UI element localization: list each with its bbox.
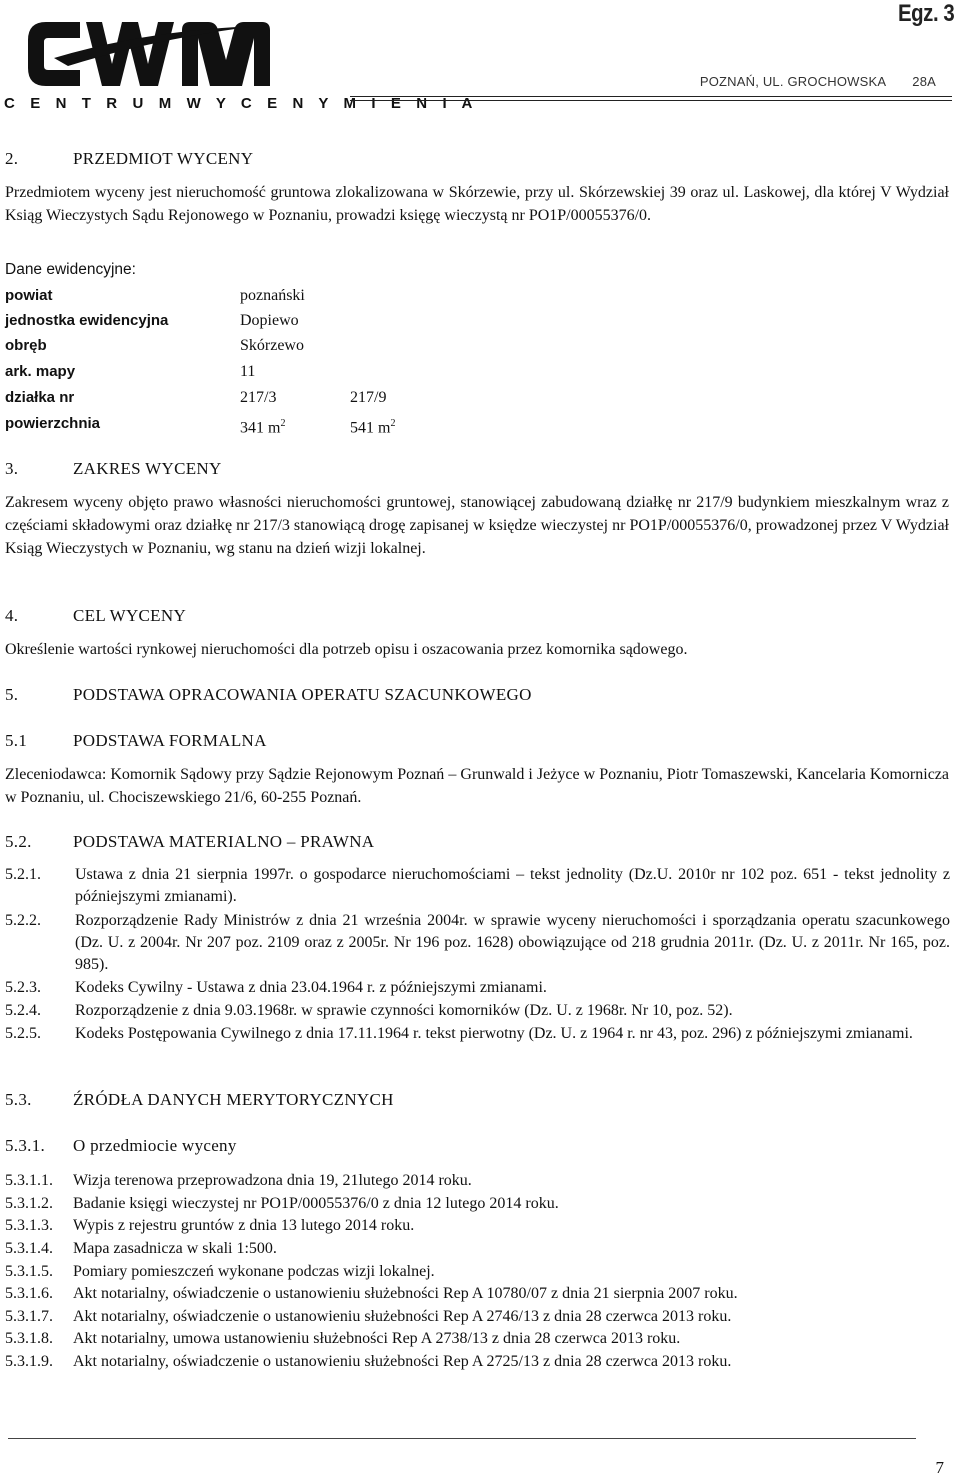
section-2-heading: 2. PRZEDMIOT WYCENY	[5, 149, 254, 168]
section-5-2-heading: 5.2. PODSTAWA MATERIALNO – PRAWNA	[5, 832, 375, 851]
logo-subtitle: C E N T R U M W Y C E N Y M I E N I A	[4, 95, 478, 112]
page-number: 7	[935, 1458, 944, 1477]
footer-divider	[8, 1438, 916, 1439]
company-logo	[4, 8, 478, 112]
dane-row: jednostka ewidencyjna Dopiewo	[5, 312, 299, 329]
cwm-logo-graphic	[4, 8, 478, 112]
dane-row: powiat poznański	[5, 287, 305, 304]
dane-row: ark. mapy 11	[5, 363, 256, 380]
section-5-1-paragraph: Zleceniodawca: Komornik Sądowy przy Sądzie Rejonowym Poznań – Grunwald i Jeżyce w Poznaniu, Piotr Tomaszewski, Kancelaria Komornicza w Poznaniu, ul. Chociszewskiego 21/6, 60-255 Poznań.	[5, 766, 949, 806]
dane-row: obręb Skórzewo	[5, 337, 304, 354]
section-5-3-heading: 5.3. ŹRÓDŁA DANYCH MERYTORYCZNYCH	[5, 1090, 394, 1109]
section-2-paragraph: Przedmiotem wyceny jest nieruchomość gruntowa zlokalizowana w Skórzewie, przy ul. Skórzewskiej 39 oraz ul. Laskowej, dla której V Wydział Ksiąg Wieczystych Sądu Rejonowego w Poznaniu, prowadzi księgę wieczystą nr PO1P/00055376/0.	[5, 184, 949, 224]
dane-row: działka nr 217/3 217/9	[5, 389, 387, 406]
section-3-paragraph: Zakresem wyceny objęto prawo własności nieruchomości gruntowej, stanowiącej zabudowaną działkę nr 217/9 budynkiem mieszkalnym wraz z częściami składowymi oraz działkę nr 217/3 stanowiącą drogę zapisanej w księdze wieczystej nr PO1P/00055376/0, prowadzonej przez V Wydział Ksiąg Wieczystych w Poznaniu, wg stanu na dzień wizji lokalnej.	[5, 494, 949, 557]
section-4-heading: 4. CEL WYCENY	[5, 606, 187, 625]
section-5-3-1-heading: 5.3.1. O przedmiocie wyceny	[5, 1136, 237, 1155]
header-divider	[350, 96, 952, 97]
dane-row-area: powierzchnia 341 $m^2$ 541 $m^2$	[5, 415, 396, 437]
exhibit-number: Egz. 3	[897, 0, 954, 27]
section-3-heading: 3. ZAKRES WYCENY	[5, 459, 222, 478]
dane-ewidencyjne-label: Dane ewidencyjne:	[5, 261, 136, 278]
section-4-paragraph: Określenie wartości rynkowej nieruchomości dla potrzeb opisu i oszacowania przez komornika sądowego.	[5, 641, 688, 658]
section-5-1-heading: 5.1 PODSTAWA FORMALNA	[5, 731, 267, 750]
company-address: POZNAŃ, UL. GROCHOWSKA 28A	[699, 74, 936, 89]
header-divider-thin	[350, 100, 952, 101]
section-5-heading: 5. PODSTAWA OPRACOWANIA OPERATU SZACUNKOWEGO	[5, 685, 532, 704]
